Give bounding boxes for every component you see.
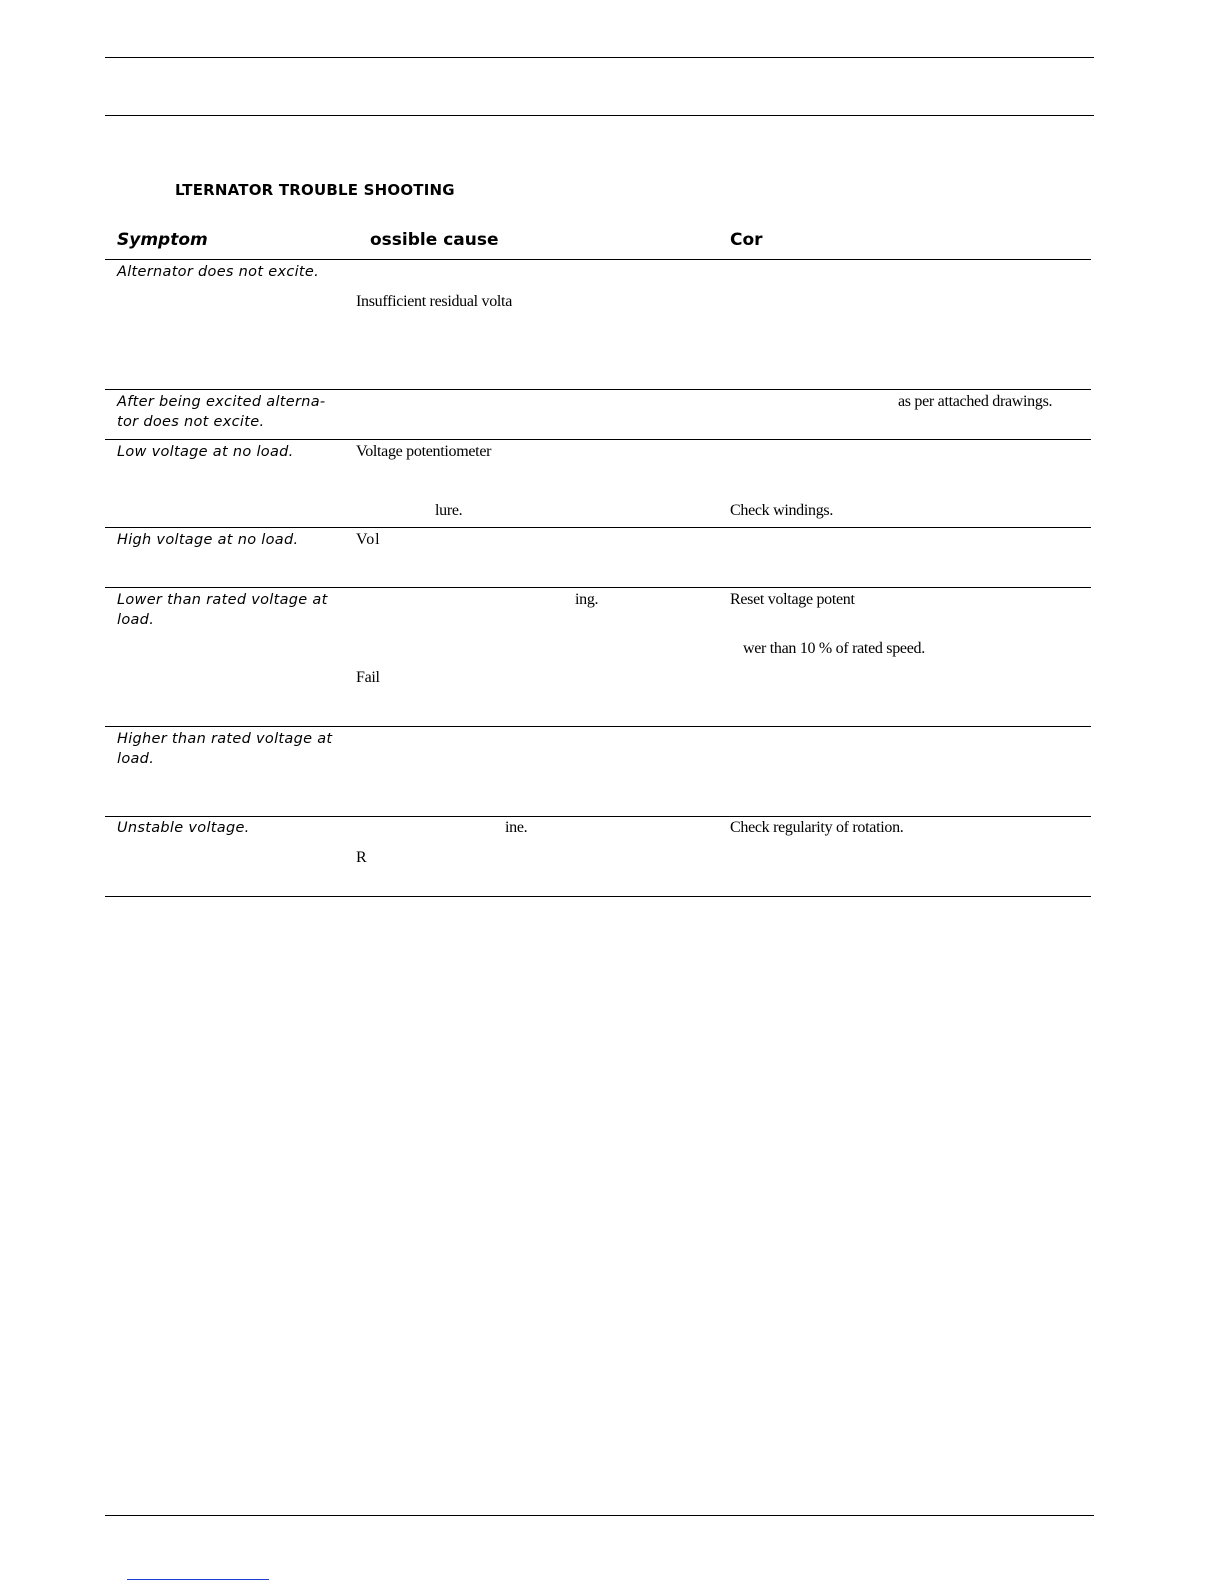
cause-cell: Voltage potentiometer: [356, 443, 492, 460]
row-divider: [105, 439, 1091, 440]
cause-cell: lure.: [435, 502, 463, 519]
cause-cell: R: [356, 849, 367, 866]
correction-cell: as per attached drawings.: [898, 393, 1053, 410]
row-divider: [105, 527, 1091, 528]
cause-cell: Insufficient residual volta: [356, 293, 513, 310]
row-divider: [105, 389, 1091, 390]
table-header-rule: [105, 259, 1091, 260]
table-bottom-rule: [105, 896, 1091, 897]
row-divider: [105, 726, 1091, 727]
correction-cell: Check regularity of rotation.: [730, 819, 904, 836]
cause-cell: ine.: [505, 819, 528, 836]
row-divider: [105, 816, 1091, 817]
footer-link-underline[interactable]: [127, 1579, 269, 1580]
header-symptom: Symptom: [117, 230, 208, 250]
symptom-cell: Alternator does not excite.: [117, 264, 320, 280]
symptom-cell: After being excited alterna-tor does not excite.: [117, 394, 326, 430]
cause-cell: Fail: [356, 669, 380, 686]
header-rule-bottom: [105, 115, 1094, 116]
correction-cell: Check windings.: [730, 502, 834, 519]
header-correction: Cor: [730, 230, 763, 250]
header-possible-cause: ossible cause: [370, 230, 499, 250]
row-divider: [105, 587, 1091, 588]
cause-cell: Vol: [356, 531, 381, 548]
footer-rule: [105, 1515, 1094, 1516]
correction-cell: wer than 10 % of rated speed.: [743, 640, 925, 657]
cause-cell: ing.: [575, 591, 599, 608]
header-rule-top: [105, 57, 1094, 58]
symptom-cell: High voltage at no load.: [117, 532, 299, 548]
section-title: LTERNATOR TROUBLE SHOOTING: [175, 181, 455, 199]
symptom-cell: Unstable voltage.: [117, 820, 250, 836]
symptom-cell: Low voltage at no load.: [117, 444, 294, 460]
correction-cell: Reset voltage potent: [730, 591, 855, 608]
symptom-cell: Higher than rated voltage at load.: [117, 731, 333, 767]
symptom-cell: Lower than rated voltage at load.: [117, 592, 328, 628]
